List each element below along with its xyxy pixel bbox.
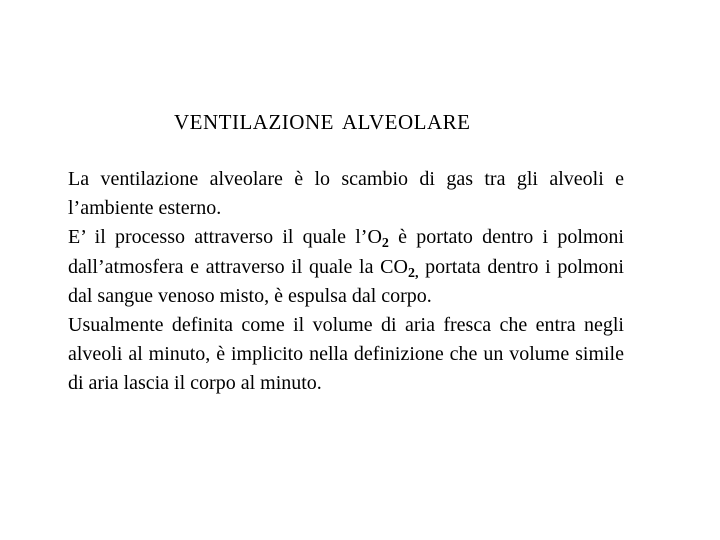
- oxygen-subscript: 2: [381, 236, 389, 252]
- title-word-alveolare: ALVEOLARE: [341, 110, 471, 134]
- title-word-ventilazione: VENTILAZIONE: [174, 110, 334, 134]
- paragraph-process-text-2: è portato dentro i polmoni dall’atmosfera e attraverso il quale la CO: [68, 226, 624, 278]
- paragraph-process-text-1: E’ il processo attraverso il quale l’O: [68, 226, 382, 249]
- paragraph-definition: La ventilazione alveolare è lo scambio di gas tra gli alveoli e l’ambiente esterno.: [68, 168, 624, 220]
- paragraph-volume: Usualmente definita come il volume di aria fresca che entra negli alveoli al minuto, è implicito nella definizione che un volume simile di aria lascia il corpo al minuto.: [68, 314, 624, 395]
- paragraph-process-text-3: portata dentro i polmoni dal sangue venoso misto, è espulsa dal corpo.: [68, 255, 624, 307]
- slide-title: [174, 109, 471, 135]
- slide-body: [68, 165, 624, 399]
- co2-subscript: 2,: [407, 265, 419, 281]
- paragraph-process: [68, 223, 624, 311]
